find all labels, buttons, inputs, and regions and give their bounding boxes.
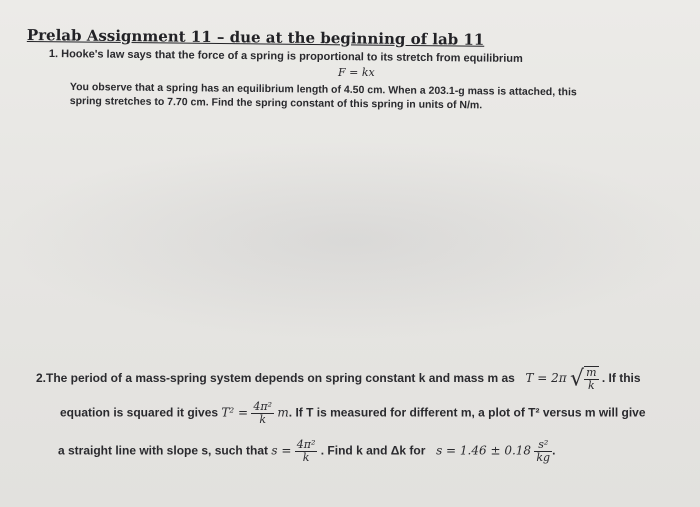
- question-1-body: [70, 80, 577, 113]
- q2-text-g: .: [552, 443, 556, 458]
- square-root: [570, 366, 598, 392]
- question-1-line-1: You observe that a spring has an equilibrium length of 4.50 cm. When a 203.1-g mass is attached, this: [69, 80, 577, 99]
- radical-sign: √: [570, 366, 585, 392]
- fraction-numerator: 4π²: [253, 400, 273, 413]
- question-1-line-2: spring stretches to 7.70 cm. Find the spring constant of this spring in units of N/m.: [69, 94, 483, 112]
- q2-text-d: . If T is measured for different m, a plot of T² versus m will give: [288, 405, 646, 420]
- q2-text-a: 2.The period of a mass-spring system depends on spring constant k and mass m as: [36, 371, 515, 386]
- hookes-law-formula: F = kx: [338, 66, 375, 79]
- q2-text-c: equation is squared it gives: [60, 405, 219, 420]
- sqrt-numerator: m: [586, 366, 597, 379]
- slope-fraction-numerator: 4π²: [296, 438, 316, 451]
- fraction-denominator: k: [259, 413, 267, 426]
- squared-equation-lhs: T² =: [221, 405, 249, 420]
- slope-units-denominator: kg: [536, 451, 551, 464]
- q2-text-b: . If this: [601, 371, 641, 386]
- page-title: Prelab Assignment 11 – due at the beginning of lab 11: [26, 26, 485, 49]
- mass-variable: m: [277, 405, 289, 420]
- slope-fraction-denominator: k: [302, 451, 310, 464]
- question-1-intro: 1. Hooke's law says that the force of a spring is proportional to its stretch from equilibrium: [48, 48, 523, 65]
- squared-equation-fraction: [251, 401, 274, 426]
- period-equation-lhs: T = 2π: [525, 371, 567, 386]
- slope-units: [534, 439, 552, 464]
- slope-fraction: [295, 439, 318, 464]
- question-2-line-3: [58, 439, 555, 464]
- slope-equation-lhs: s =: [271, 443, 292, 458]
- q2-text-f: . Find k and Δk for: [320, 443, 426, 458]
- slope-units-numerator: s²: [534, 439, 552, 452]
- q2-text-e: a straight line with slope s, such that: [58, 443, 269, 458]
- paper-shading: [0, 140, 700, 340]
- sqrt-denominator: k: [587, 379, 595, 392]
- question-2-line-1: [36, 366, 641, 392]
- slope-value: s = 1.46 ± 0.18: [436, 443, 532, 458]
- question-2-line-2: [60, 401, 646, 426]
